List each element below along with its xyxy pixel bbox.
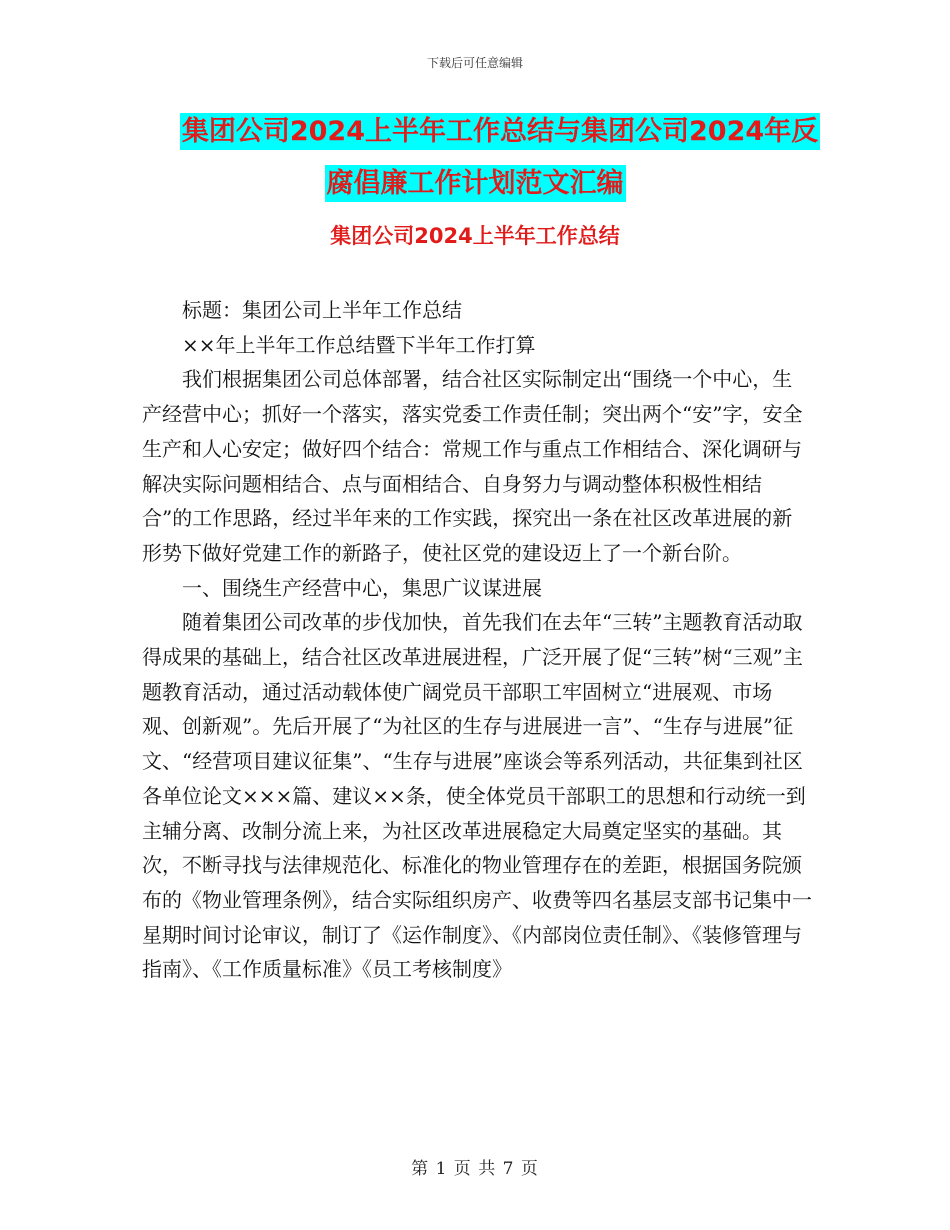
- document-body: [142, 293, 812, 987]
- page-number: 第 1 页 共 7 页: [411, 1159, 539, 1179]
- paragraph-body-1: 随着集团公司改革的步伐加快，首先我们在去年“三转”主题教育活动取得成果的基础上，结合社区改革进展进程，广泛开展了促“三转”树“三观”主题教育活动，通过活动载体使广阔党员干部职工牢固树立“进展观、市场观、创新观”。先后开展了“为社区的生存与进展进一言”、“生存与进展”征文、“经营项目建议征集”、“生存与进展”座谈会等系列活动，共征集到社区各单位论文×××篇、建议××条，使全体党员干部职工的思想和行动统一到主辅分离、改制分流上来，为社区改革进展稳定大局奠定坚实的基础。其次，不断寻找与法律规范化、标准化的物业管理存在的差距，根据国务院颁布的《物业管理条例》，结合实际组织房产、收费等四名基层支部书记集中一星期时间讨论审议，制订了《运作制度》、《内部岗位责任制》、《装修管理与指南》、《工作质量标准》《员工考核制度》: [142, 610, 812, 982]
- header-note: 下载后可任意编辑: [426, 56, 523, 70]
- paragraph-subtitle: ××年上半年工作总结暨下半年工作打算: [182, 332, 536, 357]
- title-line-2: 腐倡廉工作计划范文汇编: [325, 165, 626, 202]
- paragraph-title-label: 标题：集团公司上半年工作总结: [182, 298, 462, 322]
- paragraph-intro: 我们根据集团公司总体部署，结合社区实际制定出“围绕一个中心，生产经营中心；抓好一个落实，落实党委工作责任制；突出两个“安”字，安全生产和人心安定；做好四个结合：常规工作与重点工作相结合、深化调研与解决实际问题相结合、点与面相结合、自身努力与调动整体积极性相结合”的工作思路，经过半年来的工作实践，探究出一条在社区改革进展的新形势下做好党建工作的新路子，使社区党的建设迈上了一个新台阶。: [142, 367, 803, 565]
- title-line-1: 集团公司2024上半年工作总结与集团公司2024年反: [180, 113, 820, 150]
- paragraph-heading-1: 一、围绕生产经营中心，集思广议谋进展: [182, 575, 542, 600]
- section-title: 集团公司2024上半年工作总结: [330, 224, 620, 248]
- document-title: [0, 106, 950, 210]
